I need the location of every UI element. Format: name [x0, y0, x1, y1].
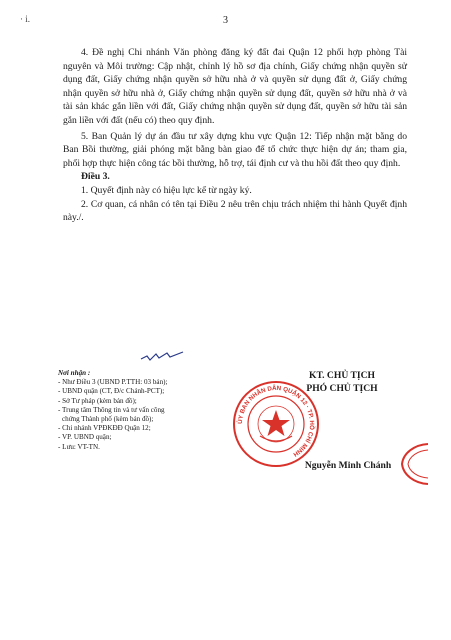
- recipient-line: - Sở Tư pháp (kèm bản đồ);: [58, 396, 137, 405]
- signer-name: Nguyễn Minh Chánh: [304, 460, 392, 471]
- corner-mark: · i.: [20, 14, 30, 24]
- paragraph-4: 4. Đề nghị Chi nhánh Văn phòng đăng ký đất đai Quận 12 phối hợp phòng Tài nguyên và Môi trường: Cập nhật, chỉnh lý hồ sơ địa chính, Giấy chứng nhận quyền sử dụng đất, Giấy chứng nhận quyền sở hữu nhà ở và quyền sử dụng đất ở, Giấy chứng nhận quyền sở hữu nhà ở, Giấy chứng nhận quyền sử dụng đất, quyền sở hữu nhà ở và tài sản khác gắn liền với đất, Giấy chứng nhận quyền sử dụng đất, quyền sở hữu tài sản gắn liền với đất (nếu có) theo quy định.: [63, 47, 407, 126]
- recipient-line: - Chi nhánh VPĐKĐĐ Quận 12;: [58, 424, 151, 433]
- recipients-list: [58, 369, 228, 452]
- recipient-line: chứng Thành phố (kèm bản đồ);: [62, 415, 154, 424]
- recipient-line: - Trung tâm Thông tin và tư vấn công: [58, 405, 165, 414]
- recipients-heading: Nơi nhận :: [58, 369, 91, 377]
- signature-title-line1: KT. CHỦ TỊCH: [308, 370, 375, 381]
- ink-check-mark-icon: [139, 351, 185, 363]
- page-number: 3: [223, 15, 228, 26]
- signature-title-line2: PHÓ CHỦ TỊCH: [306, 383, 378, 394]
- signature-block: [252, 369, 432, 395]
- recipient-line: - UBND quận (CT, Đ/c Chánh-PCT);: [58, 387, 165, 396]
- article-3-item-1: 1. Quyết định này có hiệu lực kể từ ngày ký.: [81, 184, 252, 196]
- article-3-item-2: 2. Cơ quan, cá nhân có tên tại Điều 2 nêu trên chịu trách nhiệm thi hành Quyết định này./.: [63, 198, 407, 224]
- article-3-title: Điều 3.: [81, 171, 110, 183]
- recipient-line: - Như Điều 3 (UBND P.TTH: 03 bản);: [58, 378, 168, 387]
- document-body: [63, 46, 407, 225]
- recipient-line: - VP. UBND quận;: [58, 433, 112, 442]
- paragraph-5: 5. Ban Quản lý dự án đầu tư xây dựng khu vực Quận 12: Tiếp nhận mặt bằng do Ban Bồi thường, giải phóng mặt bằng bàn giao để tổ chức thực hiện dự án; tham gia, phối hợp thực hiện công tác bồi thường, hỗ trợ, tái định cư và thu hồi đất theo quy định.: [63, 130, 407, 169]
- recipient-line: - Lưu: VT-TN.: [58, 442, 100, 451]
- seal-text: ỦY BAN NHÂN DÂN QUẬN 12 · TP. HỒ CHÍ MINH: [236, 384, 316, 458]
